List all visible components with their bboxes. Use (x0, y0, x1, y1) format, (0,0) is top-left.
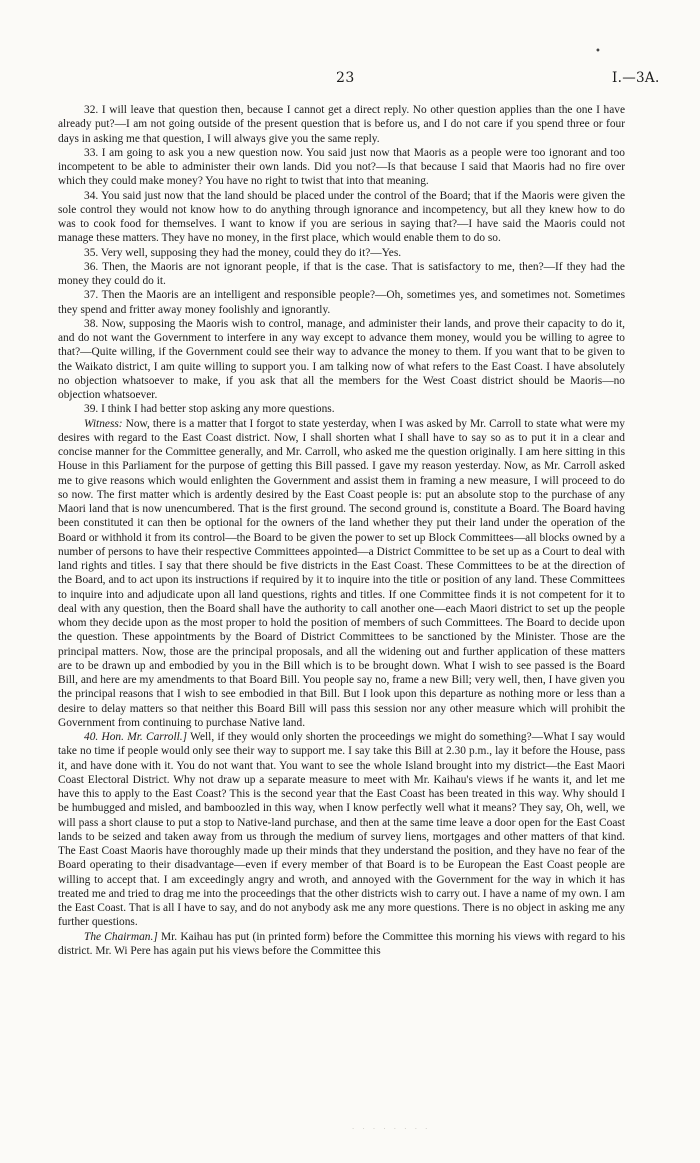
paragraph-q34 (58, 189, 625, 246)
paragraph-lead: Witness: (84, 417, 123, 430)
paragraph-text: 38. Now, supposing the Maoris wish to control, manage, and administer their lands, and prove their capacity to do it, and do not want the Government to interfere in any way except to advance them money, would you be willing to agree to that?—Quite willing, if the Government could see their way to advance the money to them. If you want that to be given to the Waikato district, I am quite willing to support you. I am talking now of what refers to the East Coast. I have absolutely no objection whatsoever to make, if you ask that all the members for the West Coast district should be Maoris—no objection whatsoever. (58, 317, 625, 401)
paragraph-q37 (58, 288, 625, 317)
paragraph-text: 37. Then the Maoris are an intelligent and responsible people?—Oh, sometimes yes, and sometimes not. Sometimes they spend and fritter away money foolishly and ignorantly. (58, 289, 625, 316)
paragraph-text: Now, there is a matter that I forgot to state yesterday, when I was asked by Mr. Carroll to state what were my desires with regard to the East Coast district. Now, I shall shorten what I shall have to say so as to put it in a clear and concise manner for the Committee generally, and Mr. Carroll, who asked me the question originally. I am here sitting in this House in this Parliament for the purpose of getting this Bill passed. I gave my reason yesterday. Now, as Mr. Carroll asked me to give reasons which would enlighten the Government and assist them in framing a new measure, I will proceed to do so now. The first matter which is ardently desired by the East Coast people is: put an absolute stop to the purchase of any Maori land that is now unencumbered. That is the first ground. The second ground is, constitute a Board. The Board having been constituted it can then be optional for the owners of the land whether they put their land under the operation of the Board or withhold it from its control—the Board to be given the power to set up Block Committees—all blocks owned by a number of persons to have their respective Committees appointed—a District Committee to be set up as a Court to deal with land rights and titles. I say that there should be five districts in the East Coast. These Committees to be at the direction of the Board, and to act upon its instructions if required by it to inquire into the title or position of any land. These Committees to inquire into and adjudicate upon all land questions, rights and titles. If one Committee finds it is not competent for it to deal with any question, then the Board shall have the authority to call another one—each Maori district to set up the people whom they decide upon as the most proper to hold the position of members of such Committees. The Board to decide upon the question. These appointments by the Board of District Committees to be sanctioned by the Minister. Those are the principal matters. Now, those are the principal proposals, and all the widening out and further application of these matters are to be drawn up and embodied by you in the Bill which is to be brought down. What I wish to see passed is the Board Bill, and here are my amendments to that Board Bill. You people say no, frame a new Bill; very well, then, I have given you the principal reasons that I wish to see embodied in that Bill. But I look upon this departure as nothing more or less than a desire to delay matters so that neither this Board Bill will pass this session nor any other measure which will prohibit the Government from continuing to purchase Native land. (58, 417, 625, 729)
paragraph-text: 36. Then, the Maoris are not ignorant people, if that is the case. That is satisfactory to me, then?—If they had the money they could do it. (58, 260, 625, 287)
paragraph-witness-statement (58, 417, 625, 731)
bleed-through-marks: · · · · · · · · (352, 1125, 431, 1133)
paragraph-q35 (58, 246, 625, 260)
page-number: 23 (336, 70, 355, 86)
paragraph-q39 (58, 402, 625, 416)
paragraph-q32 (58, 103, 625, 146)
paragraph-lead: The Chairman.] (84, 930, 158, 943)
paragraph-q38 (58, 317, 625, 403)
paragraph-chairman (58, 930, 625, 959)
paragraph-text: 33. I am going to ask you a new question now. You said just now that Maoris as a people were too ignorant and too incompetent to be able to administer their own lands. Did you not?—Is that because I said that Maoris had no fire over which they could make money? You have no right to twist that into that meaning. (58, 146, 625, 188)
paragraph-q40 (58, 730, 625, 930)
paragraph-text: 34. You said just now that the land should be placed under the control of the Board; that if the Maoris were given the sole control they would not know how to do anything through ignorance and incompetency, but all they knew how to do was to cook food for themselves. I want to know if you are serious in saying that?—I have said the Maoris could not manage these matters. They have no money, in the first place, which would enable them to do so. (58, 189, 625, 245)
paragraph-text: 35. Very well, supposing they had the money, could they do it?—Yes. (84, 246, 402, 259)
paragraph-text: 32. I will leave that question then, because I cannot get a direct reply. No other question applies than the one I have already put?—I am not going outside of the present question that is before us, and I do not care if you spend three or four days in asking me that question, I will always give you the same reply. (58, 104, 625, 145)
parliamentary-paper-reference: I.—3A. (612, 70, 660, 86)
paragraph-text: Mr. Kaihau has put (in printed form) before the Committee this morning his views with regard to his district. Mr. Wi Pere has again put his views before the Committee this (58, 930, 626, 957)
paragraph-text: Well, if they would only shorten the proceedings we might do something?—What I say would take no time if people would only see their way to support me. I say take this Bill at 2.30 p.m., lay it before the House, pass it, and have done with it. You do not want that. You want to see the whole Island brought into my district—the East Maori Coast Electoral District. Why not draw up a separate measure to meet with Mr. Kaihau's views if he wants it, and let me have this to apply to the East Coast? This is the second year that the East Coast has been treated in this way. Why should I be humbugged and misled, and bamboozled in this way, when I know perfectly well what it means? They say, Oh, well, we will pass a short clause to put a stop to Native-land purchase, and then at the same time leave a door open for the East Coast lands to be seized and taken away from us through the medium of survey liens, mortgages and other matters of that kind. The East Coast Maoris have thoroughly made up their minds that they understand the position, and they have no fear of the Board operating to their disadvantage—even if every member of that Board is to be European the East Coast people are willing to accept that. I am exceedingly angry and wroth, and annoyed with the Government for the way in which it has treated me and tried to drag me into the proceedings that the other districts wish to carry out. I have a name of my own. I am the East Coast. That is all I have to say, and do not anybody ask me any more questions. There is no object in asking me any further questions. (58, 731, 626, 929)
paragraph-text: 39. I think I had better stop asking any more questions. (84, 403, 335, 416)
document-body (58, 103, 625, 958)
paragraph-lead: 40. Hon. Mr. Carroll.] (84, 731, 188, 743)
corner-dot: • (595, 46, 601, 57)
paragraph-q33 (58, 146, 625, 189)
paragraph-q36 (58, 260, 625, 289)
